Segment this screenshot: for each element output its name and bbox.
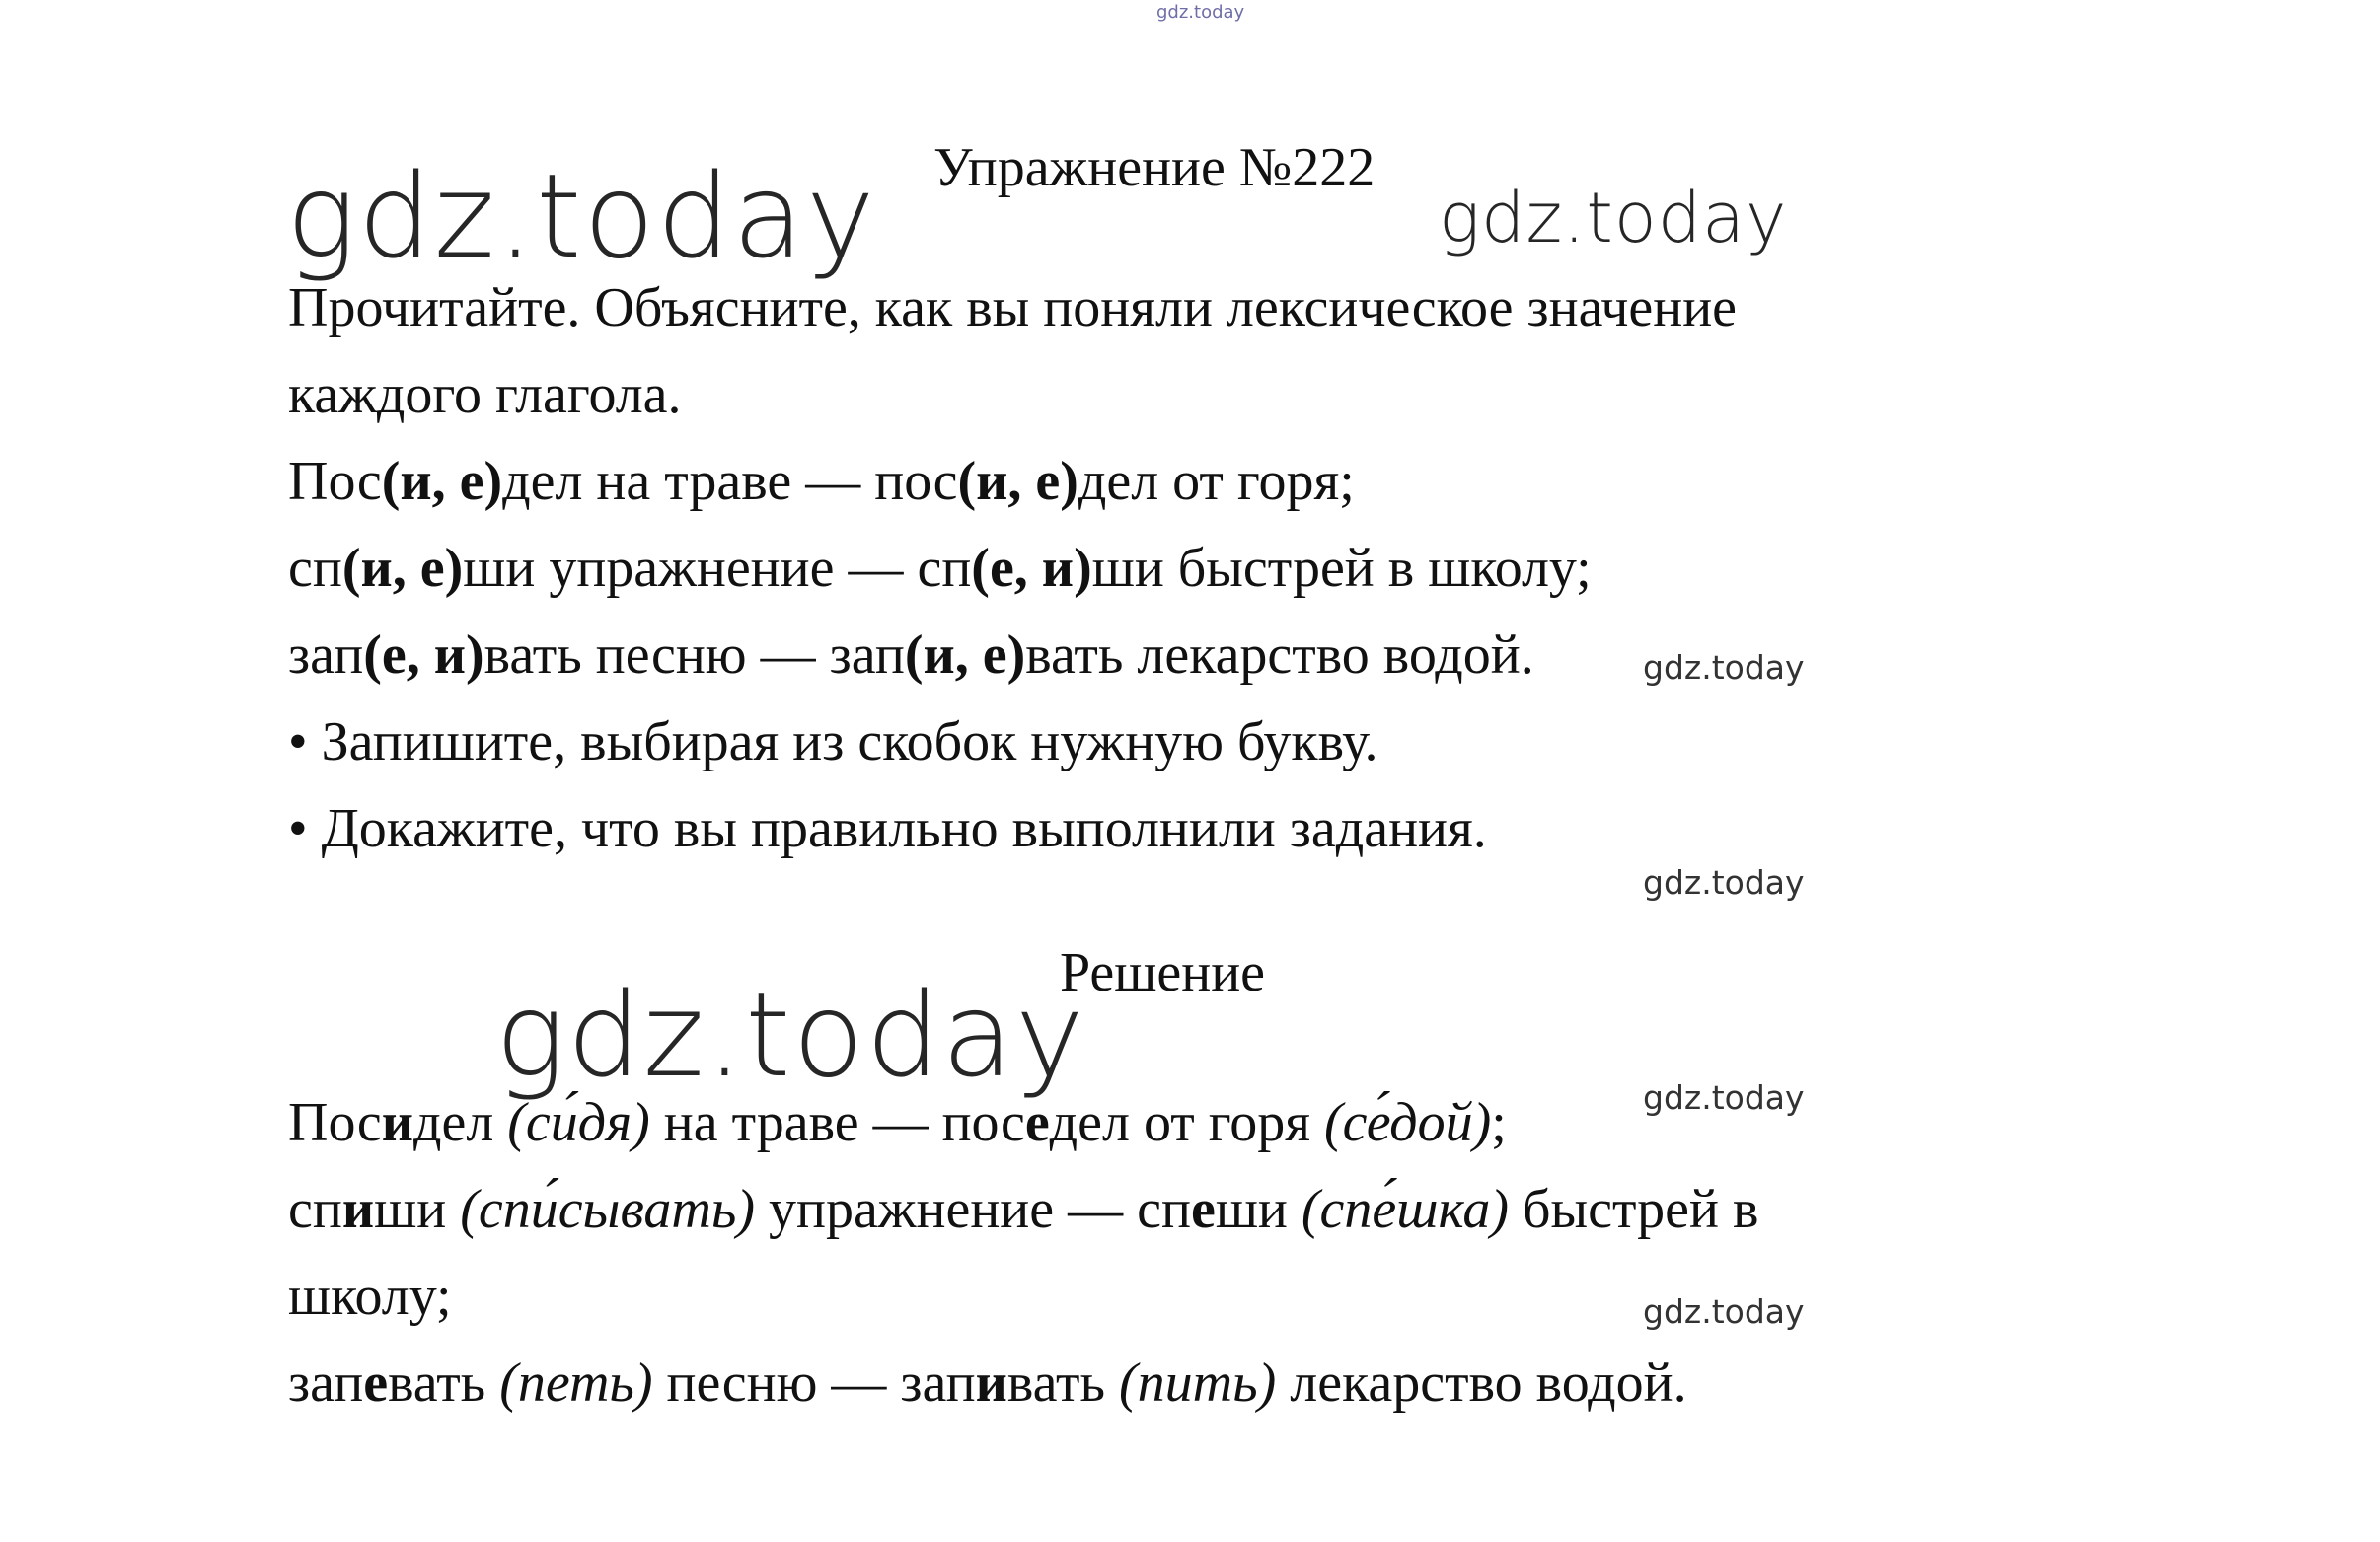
solution-row-4 (288, 1353, 1687, 1414)
bracket-choice: (и, е) (904, 624, 1026, 686)
answer-letter: е (1190, 1179, 1216, 1240)
text-fragment: сп (288, 1179, 342, 1240)
text-fragment: вать (1006, 1353, 1120, 1414)
watermark-small-3: gdz.today (1643, 1078, 1805, 1117)
exercise-row-3 (288, 624, 1534, 686)
text-fragment: дел (412, 1092, 508, 1153)
watermark-small-4: gdz.today (1643, 1292, 1805, 1331)
check-word: (спи́сывать) (460, 1179, 755, 1240)
bracket-choice: (и, е) (957, 451, 1078, 512)
answer-letter: и (341, 1179, 375, 1240)
text-fragment: вать (388, 1353, 500, 1414)
bracket-choice: (е, и) (971, 538, 1092, 599)
solution-row-2 (288, 1179, 1759, 1240)
watermark-small-2: gdz.today (1643, 863, 1805, 902)
watermark-small-1: gdz.today (1643, 648, 1805, 687)
task-1: • Запишите, выбирая из скобок нужную букву. (288, 711, 1378, 772)
check-word: (спе́шка) (1301, 1179, 1509, 1240)
text-fragment: упражнение — сп (754, 1179, 1191, 1240)
text-fragment: лекарство водой. (1276, 1353, 1687, 1414)
answer-letter: е (1024, 1092, 1050, 1153)
text-fragment: ; (1491, 1092, 1507, 1153)
instruction-line-2: каждого глагола. (288, 364, 682, 425)
exercise-row-2 (288, 538, 1592, 599)
text-fragment: песню — зап (652, 1353, 976, 1414)
bracket-choice: (и, е) (341, 538, 464, 599)
watermark-top: gdz.today (1156, 2, 1245, 23)
answer-letter: и (975, 1353, 1007, 1414)
text-fragment: Пос (288, 451, 382, 512)
check-word: (се́дой) (1324, 1092, 1492, 1153)
text-fragment: ши быстрей в школу; (1091, 538, 1592, 599)
text-fragment: школу; (288, 1266, 452, 1327)
text-fragment: ши (374, 1179, 461, 1240)
text-fragment: вать песню — зап (483, 624, 905, 686)
text-fragment: зап (288, 624, 364, 686)
solution-title: Решение (1060, 942, 1266, 1003)
watermark-medium-top: gdz.today (1439, 178, 1788, 258)
text-fragment: быстрей в (1509, 1179, 1759, 1240)
watermark-large-top: gdz.today (286, 148, 877, 284)
text-fragment: дел на траве — пос (502, 451, 958, 512)
check-word: (си́дя) (507, 1092, 650, 1153)
text-fragment: Пос (288, 1092, 382, 1153)
text-fragment: вать лекарство водой. (1025, 624, 1534, 686)
answer-letter: и (381, 1092, 413, 1153)
text-fragment: ши упражнение — сп (463, 538, 972, 599)
answer-letter: е (363, 1353, 389, 1414)
solution-row-3 (288, 1266, 452, 1327)
check-word: (петь) (499, 1353, 653, 1414)
task-2: • Докажите, что вы правильно выполнили задания. (288, 798, 1487, 859)
bracket-choice: (е, и) (363, 624, 484, 686)
exercise-row-1 (288, 451, 1355, 512)
text-fragment: сп (288, 538, 342, 599)
text-fragment: ши (1215, 1179, 1302, 1240)
text-fragment: дел от горя; (1078, 451, 1355, 512)
solution-row-1 (288, 1092, 1507, 1153)
watermark-large-bottom: gdz.today (495, 967, 1086, 1103)
text-fragment: дел от горя (1049, 1092, 1325, 1153)
exercise-title: Упражнение №222 (933, 137, 1376, 198)
text-fragment: на траве — пос (649, 1092, 1025, 1153)
text-fragment: зап (288, 1353, 364, 1414)
instruction-line-1: Прочитайте. Объясните, как вы поняли лексическое значение (288, 277, 1738, 338)
check-word: (пить) (1119, 1353, 1277, 1414)
bracket-choice: (и, е) (381, 451, 503, 512)
